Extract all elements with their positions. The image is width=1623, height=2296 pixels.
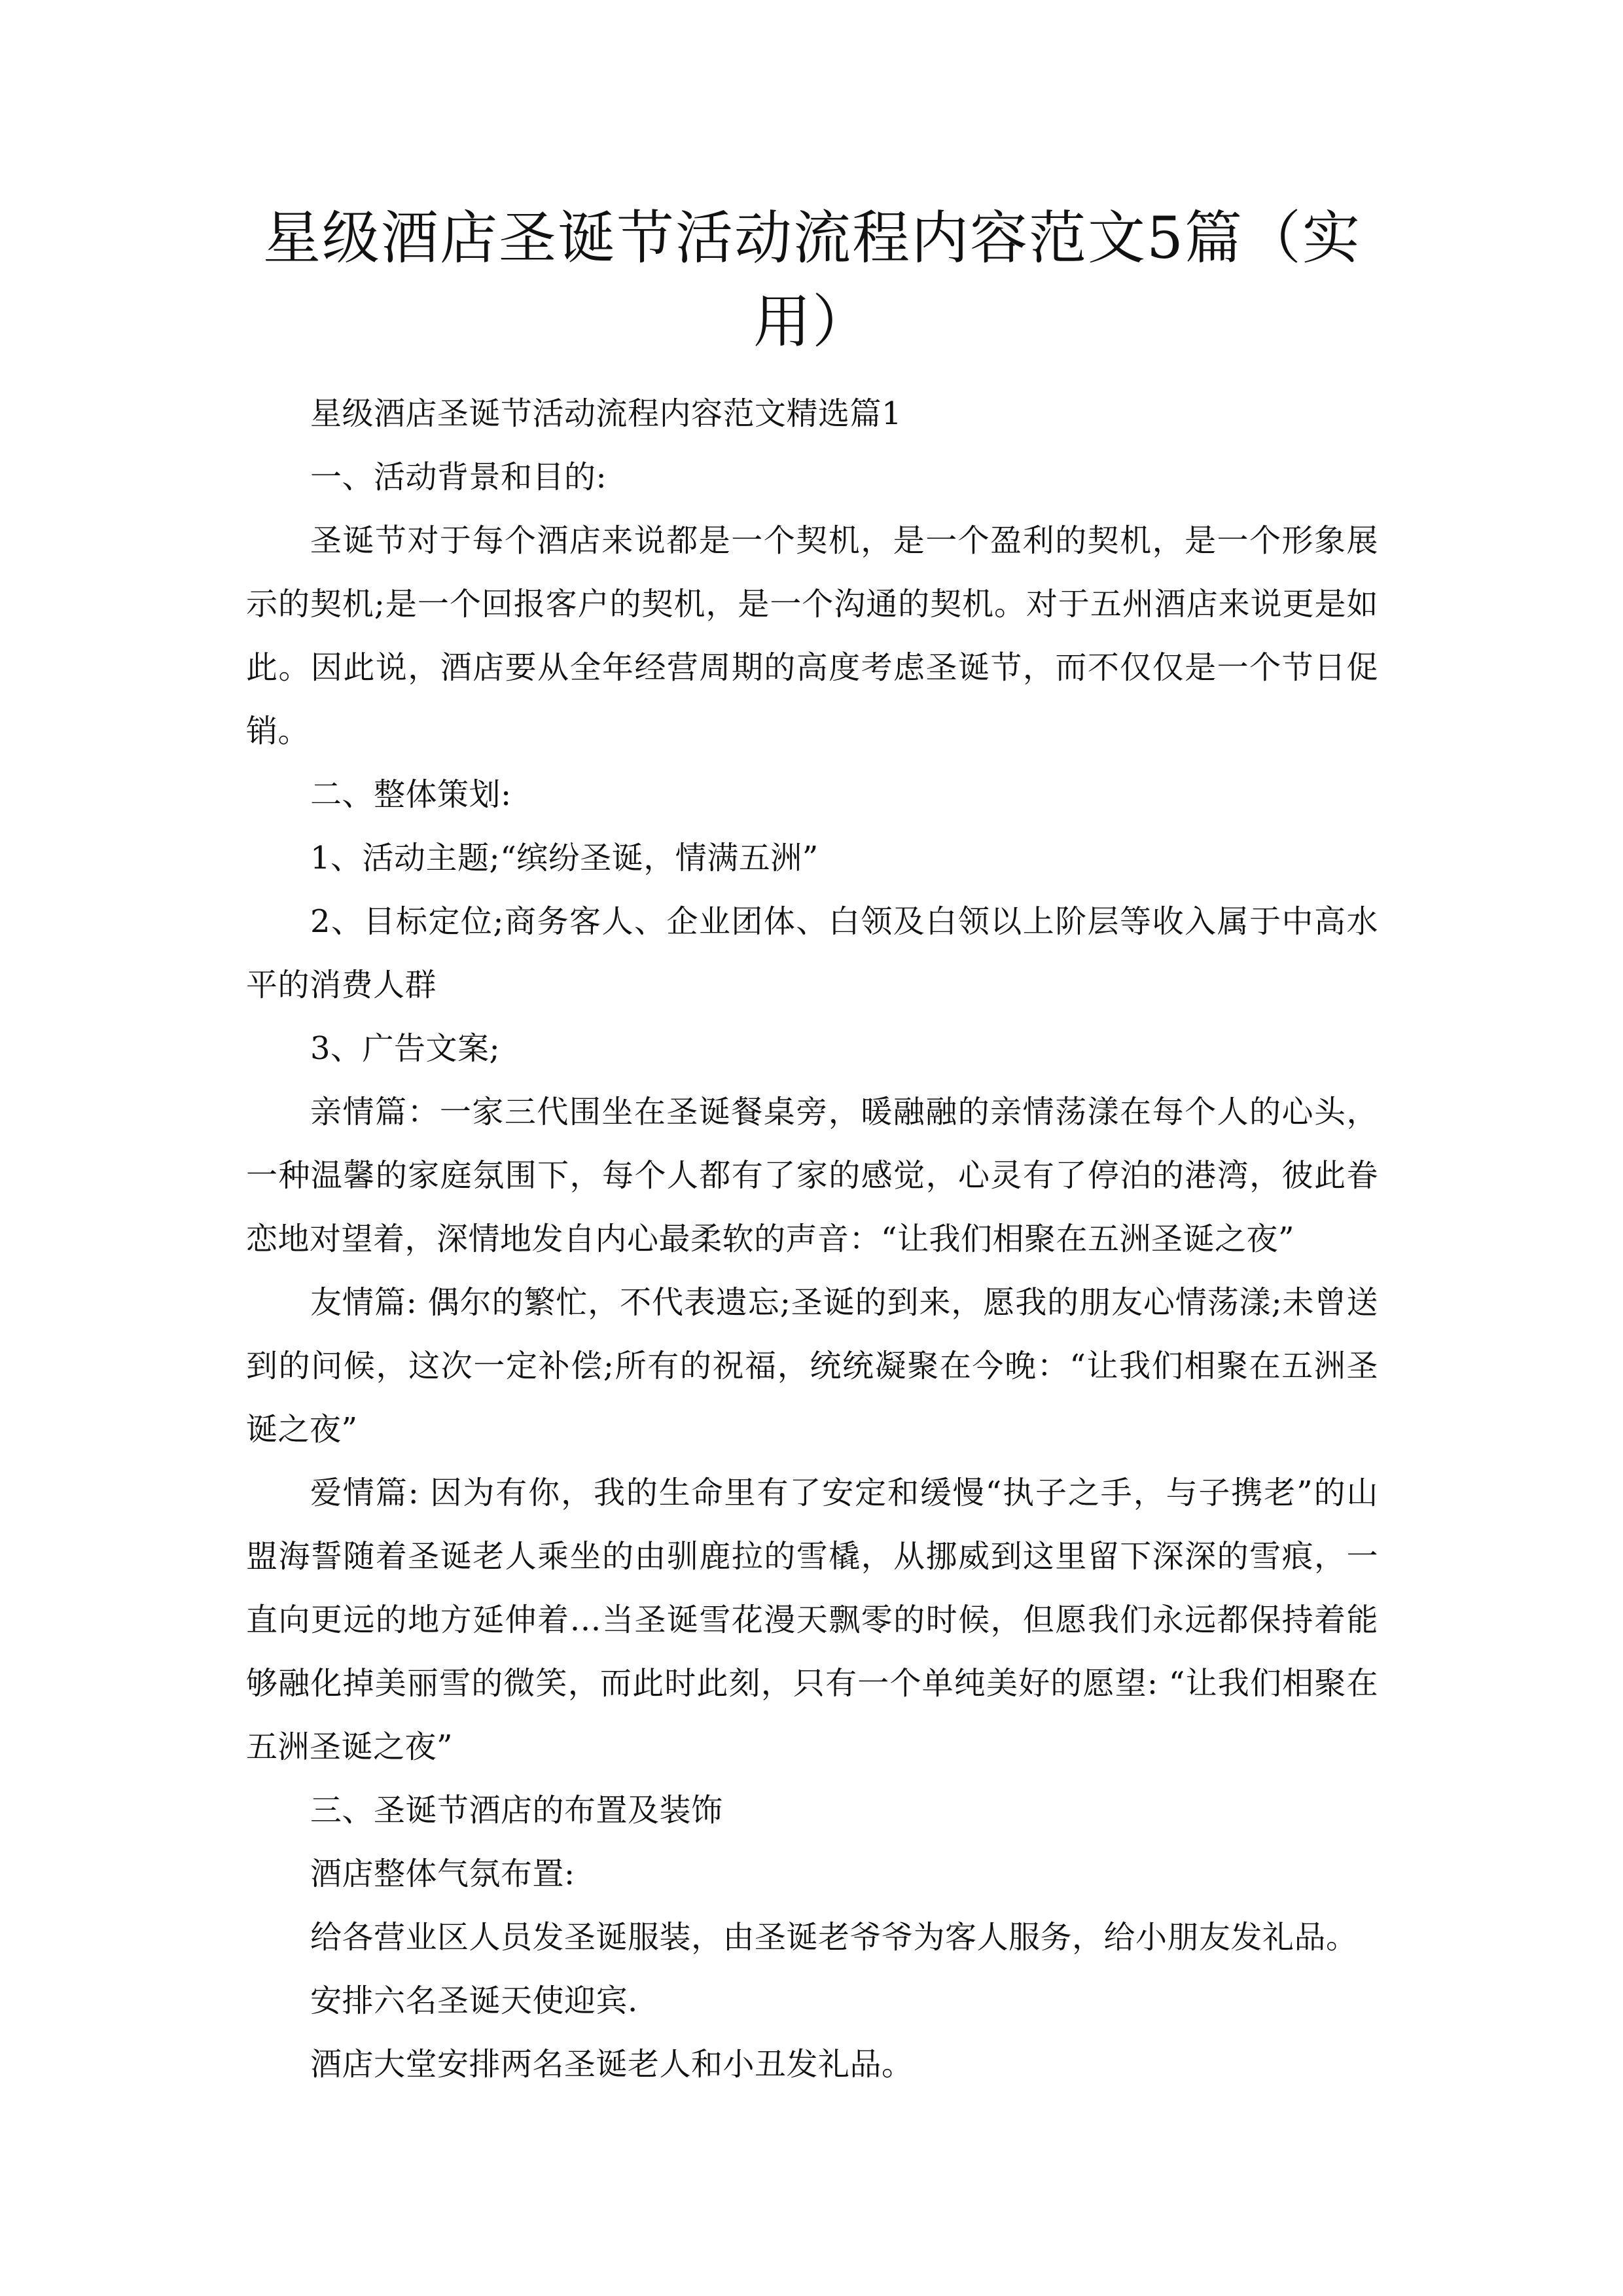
document-body — [246, 382, 1378, 2096]
paragraph-love: 爱情篇: 因为有你，我的生命里有了安定和缓慢“执子之手，与子携老”的山盟海誓随着圣诞老人乘坐的由驯鹿拉的雪橇，从挪威到这里留下深深的雪痕，一直向更远的地方延伸着…当圣诞雪花漫天飘零的时候，但愿我们永远都保持着能够融化掉美丽雪的微笑，而此时此刻，只有一个单纯美好的愿望: “让我们相聚在五洲圣诞之夜” — [246, 1475, 1378, 1765]
paragraph-planning-heading: 二、整体策划: — [310, 776, 512, 813]
paragraph-decoration-heading: 三、圣诞节酒店的布置及装饰 — [310, 1792, 723, 1829]
paragraph-background-heading: 一、活动背景和目的: — [310, 459, 607, 495]
paragraph-costumes: 给各营业区人员发圣诞服装，由圣诞老爷爷为客人服务，给小朋友发礼品。 — [310, 1919, 1358, 1956]
paragraph-atmosphere: 酒店整体气氛布置: — [310, 1856, 575, 1892]
paragraph-family: 亲情篇：一家三代围坐在圣诞餐桌旁，暖融融的亲情荡漾在每个人的心头，一种温馨的家庭氛围下，每个人都有了家的感觉，心灵有了停泊的港湾，彼此眷恋地对望着，深情地发自内心最柔软的声音：“让我们相聚在五洲圣诞之夜” — [246, 1094, 1378, 1257]
paragraph-ad-copy-heading: 3、广告文案; — [310, 1030, 501, 1067]
paragraph-lobby: 酒店大堂安排两名圣诞老人和小丑发礼品。 — [310, 2046, 914, 2083]
document-title: 星级酒店圣诞节活动流程内容范文5篇（实用） — [263, 204, 1361, 355]
paragraph-friendship: 友情篇: 偶尔的繁忙，不代表遗忘;圣诞的到来，愿我的朋友心情荡漾;未曾送到的问候，这次一定补偿;所有的祝福，统统凝聚在今晚：“让我们相聚在五洲圣诞之夜” — [246, 1284, 1378, 1448]
paragraph-target: 2、目标定位;商务客人、企业团体、白领及白领以上阶层等收入属于中高水平的消费人群 — [246, 903, 1378, 1003]
document-page — [246, 196, 1378, 2096]
paragraph-section-heading: 星级酒店圣诞节活动流程内容范文精选篇1 — [310, 395, 902, 432]
paragraph-theme: 1、活动主题;“缤纷圣诞，情满五洲” — [310, 840, 819, 876]
paragraph-angels: 安排六名圣诞天使迎宾. — [310, 1982, 638, 2019]
paragraph-background: 圣诞节对于每个酒店来说都是一个契机，是一个盈利的契机，是一个形象展示的契机;是一个回报客户的契机，是一个沟通的契机。对于五州酒店来说更是如此。因此说，酒店要从全年经营周期的高度考虑圣诞节，而不仅仅是一个节日促销。 — [246, 522, 1378, 749]
